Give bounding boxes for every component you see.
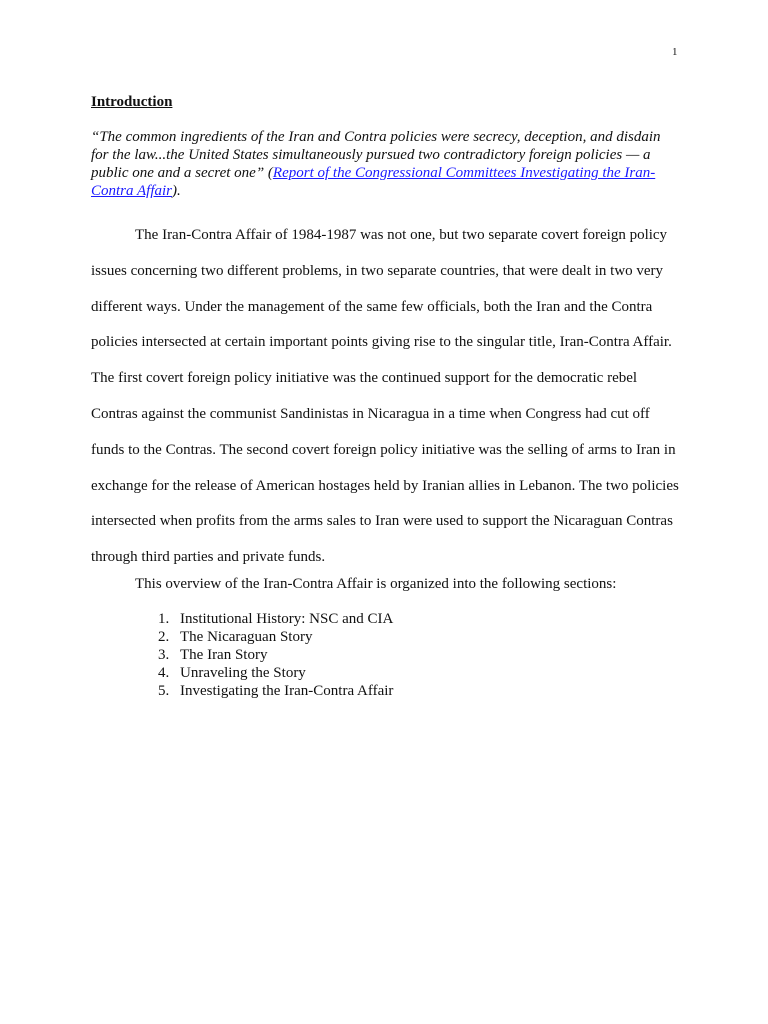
- list-label: Institutional History: NSC and CIA: [180, 611, 394, 627]
- list-label: Unraveling the Story: [180, 665, 306, 681]
- list-item: [158, 646, 393, 664]
- list-item: [158, 610, 393, 628]
- list-label: Investigating the Iran-Contra Affair: [180, 683, 394, 699]
- list-label: The Nicaraguan Story: [180, 629, 313, 645]
- list-item: [158, 664, 393, 682]
- section-heading: Introduction: [91, 94, 173, 110]
- body-paragraph: The Iran-Contra Affair of 1984-1987 was not one, but two separate covert foreign policy issues concerning two different problems, in two separate countries, that were dealt in two very different ways. Under the management of the same few officials, both the Iran and the Contra policies intersected at certain important points giving rise to the singular title, Iran-Contra Affair. The first covert foreign policy initiative was the continued support for the democratic rebel Contras against the communist Sandinistas in Nicaragua in a time when Congress had cut off funds to the Contras. The second covert foreign policy initiative was the selling of arms to Iran in exchange for the release of American hostages held by Iranian allies in Lebanon. The two policies intersected when profits from the arms sales to Iran were used to support the Nicaraguan Contras through third parties and private funds.: [91, 227, 679, 566]
- list-number: 3.: [158, 647, 170, 663]
- report-link[interactable]: Report of the Congressional Committees Investigating the Iran-Contra Affair: [91, 165, 656, 199]
- list-label: The Iran Story: [180, 647, 268, 663]
- epigraph-quote: [91, 128, 681, 200]
- list-number: 2.: [158, 629, 170, 645]
- list-number: 1.: [158, 611, 170, 627]
- list-number: 5.: [158, 683, 170, 699]
- quote-text: “The common ingredients of the Iran and Contra policies were secrecy, deception, and disdain for the law...the United States simultaneously pursued two contradictory foreign policies — a public one and a secret one” (: [91, 129, 661, 181]
- overview-intro: This overview of the Iran-Contra Affair is organized into the following sections:: [135, 576, 617, 592]
- list-item: [158, 628, 393, 646]
- page-number: 1: [672, 46, 678, 58]
- list-item: [158, 682, 393, 700]
- quote-closing: ).: [172, 183, 181, 199]
- list-number: 4.: [158, 665, 170, 681]
- section-list: [158, 610, 393, 700]
